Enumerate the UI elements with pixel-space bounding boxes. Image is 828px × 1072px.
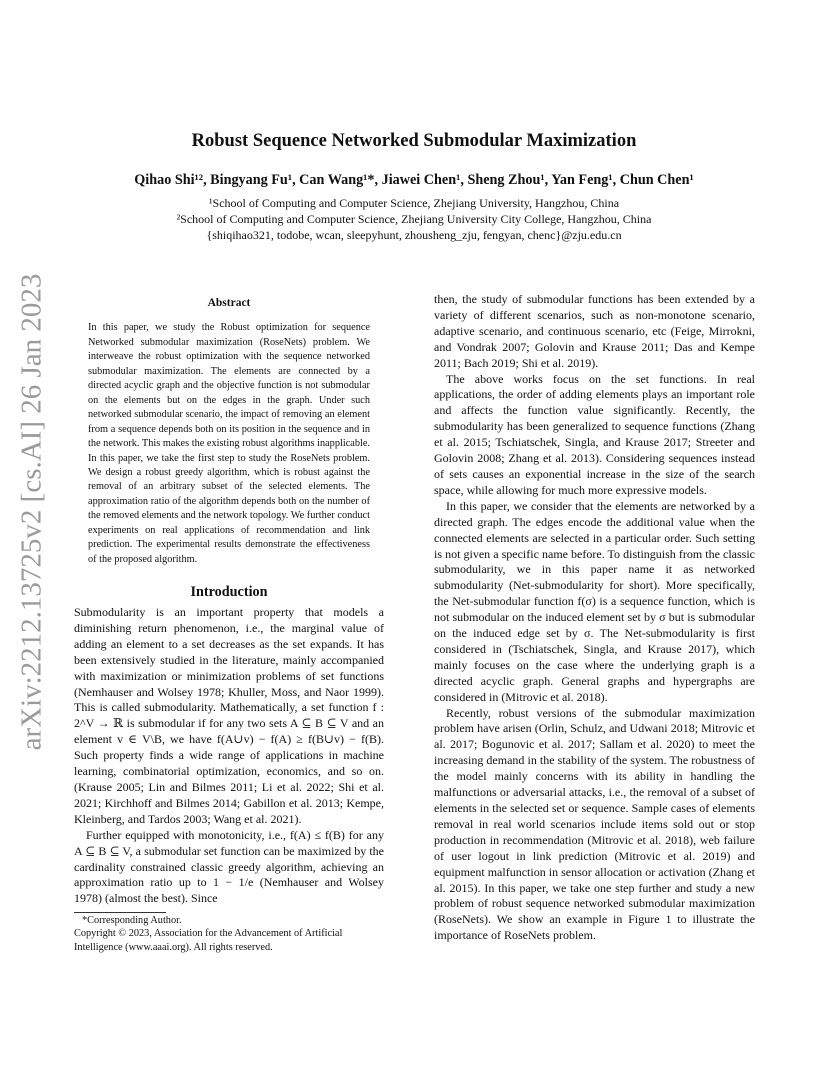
affiliation-1: ¹School of Computing and Computer Science, Zhejiang University, Hangzhou, China [208,196,620,210]
introduction-section [74,605,384,907]
intro-paragraph: Submodularity is an important property that models a diminishing return phenomenon, i.e., the marginal value of adding an element to a set decreases as the set expands. It has been extensively studied in the literature, mainly accompanied with maximization or minimization problems of set functions (Nemhauser and Wolsey 1978; Khuller, Moss, and Naor 1999). This is called submodularity. Mathematically, a set function f : 2^V → ℝ is submodular if for any two sets A ⊆ B ⊆ V and an element v ∈ V\B, we have f(A∪v) − f(A) ≥ f(B∪v) − f(B). Such property finds a wide range of applications in machine learning, combinatorial optimization, economics, and so on. (Krause 2005; Lin and Bilmes 2011; Li et al. 2022; Shi et al. 2021; Kirchhoff and Bilmes 2014; Gabillon et al. 2013; Kempe, Kleinberg, and Tardos 2003; Wang et al. 2021). [74,605,384,826]
abstract-heading: Abstract [207,297,251,309]
body-paragraph: then, the study of submodular functions has been extended by a variety of different scenarios, such as non-monotone scenario, adaptive scenario, and continuous scenario, etc (Feige, Mirrokni, and Vondrak 2007; Golovin and Krause 2011; Das and Kempe 2011; Bach 2019; Shi et al. 2019). [434,292,755,370]
intro-paragraph: Further equipped with monotonicity, i.e., f(A) ≤ f(B) for any A ⊆ B ⊆ V, a submodular set function can be maximized by the cardinality constrained classic greedy algorithm, achieving an approximation ratio up to 1 − 1/e (Nemhauser and Wolsey 1978) (almost the best). Since [74,827,384,906]
footnote-block [74,914,384,954]
arxiv-side-stamp [14,262,50,762]
right-column-body [434,292,755,944]
arxiv-id-text: arXiv:2212.13725v2 [cs.AI] 26 Jan 2023 [15,273,48,751]
body-paragraph: Recently, robust versions of the submodular maximization problem have arisen (Orlin, Schulz, and Udwani 2018; Mitrovic et al. 2017; Bogunovic et al. 2017; Sallam et al. 2020) to meet the increasing demand in the stability of the system. The robustness of the model mainly concerns with its ability in handling the malfunctions or adversarial attacks, i.e., the removal of a subset of elements in the selected set or sequence. Sample cases of elements removal in real world scenarios include items sold out or stop production in recommendation (Mitrovic et al. 2018), web failure of user logout in link prediction (Mitrovic et al. 2019) and equipment malfunction in sensor allocation or activation (Zhang et al. 2015). In this paper, we take one step further and study a new problem of robust sequence networked submodular maximization (RoseNets). We show an example in Figure 1 to illustrate the importance of RoseNets problem. [434,705,755,943]
author-emails: {shiqihao321, todobe, wcan, sleepyhunt, zhousheng_zju, fengyan, chenc}@zju.edu.cn [206,228,622,242]
introduction-heading: Introduction [190,584,268,600]
abstract-section [88,296,370,567]
paper-title: Robust Sequence Networked Submodular Maximization [191,131,637,151]
abstract-text: In this paper, we study the Robust optimization for sequence Networked submodular maximization (RoseNets) problem. We interweave the robust optimization with the sequence networked submodular maximization. The elements are connected by a directed acyclic graph and the objective function is not submodular on the elements but on the edges in the graph. Under such networked submodular scenario, the impact of removing an element from a sequence depends both on its position in the sequence and in the network. This makes the existing robust algorithms inapplicable. In this paper, we take the first step to study the RoseNets problem. We design a robust greedy algorithm, which is robust against the removal of an arbitrary subset of the selected elements. The approximation ratio of the algorithm depends both on the number of the removed elements and the network topology. We further conduct experiments on real applications of recommendation and link prediction. The experimental results demonstrate the effectiveness of the proposed algorithm. [88,322,370,565]
body-paragraph: In this paper, we consider that the elements are networked by a directed graph. The edges encode the additional value when the connected elements are selected in a particular order. Such setting is not given a specific name before. To distinguish from the classic submodularity, we in this paper name it as networked submodularity (Net-submodularity for short). More specifically, the Net-submodular function f(σ) is a sequence function, which is not submodular on the induced element set by σ but is submodular on the induced edge set by σ. The Net-submodularity is first considered in (Tschiatschek, Singla, and Krause 2017), which mainly focuses on the case where the underlying graph is a directed acyclic graph. General graphs and hypergraphs are considered in (Mitrovic et al. 2018). [434,498,755,704]
footnote-divider [74,912,166,913]
corresponding-author-note: *Corresponding Author. [82,915,182,926]
copyright-notice: Copyright © 2023, Association for the Advancement of Artificial Intelligence (www.aaai.org). All rights reserved. [74,928,343,953]
author-list: Qihao Shi¹², Bingyang Fu¹, Can Wang¹*, Jiawei Chen¹, Sheng Zhou¹, Yan Feng¹, Chun Chen¹ [134,172,694,188]
affiliation-2: ²School of Computing and Computer Science, Zhejiang University City College, Hangzhou, China [176,212,652,226]
body-paragraph: The above works focus on the set functions. In real applications, the order of adding elements plays an important role and affects the function value significantly. Recently, the submodularity has been generalized to sequence functions (Zhang et al. 2015; Tschiatschek, Singla, and Krause 2017; Streeter and Golovin 2008; Zhang et al. 2013). Considering sequences instead of sets causes an exponential increase in the size of the search space, while allowing for much more expressive models. [434,371,755,497]
